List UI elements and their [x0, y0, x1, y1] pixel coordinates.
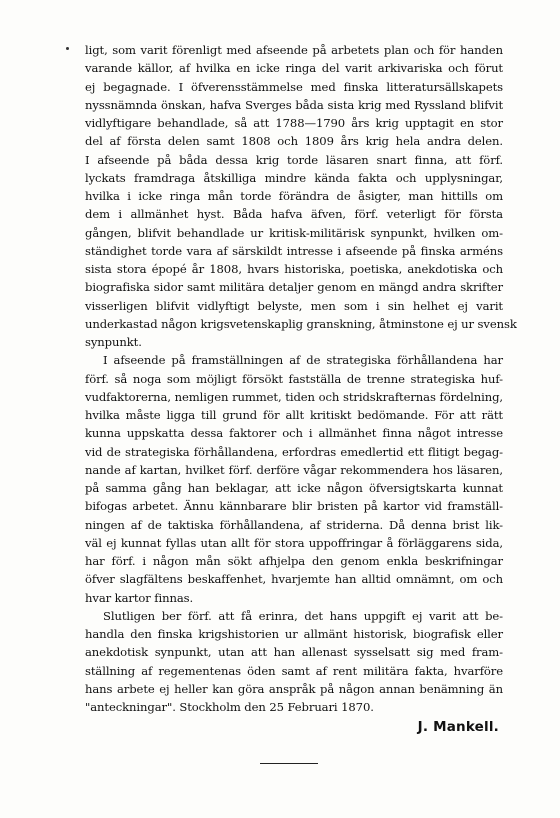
text-line: vidlyftigare behandlade, så att 1788—1790 års krig upptagit en stor [85, 116, 503, 130]
text-line: ningen af de taktiska förhållandena, af striderna. Då denna brist lik- [85, 517, 503, 532]
text-line: lyckats framdraga åtskilliga mindre kända fakta och upplysningar, [85, 170, 503, 185]
text-line-content: I afseende på framställningen af de strategiska förhållandena har [103, 353, 503, 368]
text-line: ej begagnade. I öfverensstämmelse med finska litteratursällskapets [85, 79, 503, 94]
text-line: vid de strategiska förhållandena, erfordras emedlertid ett flitigt begag- [85, 444, 503, 459]
text-line: ställning af regementenas öden samt af rent militära fakta, hvarföre [85, 663, 503, 678]
text-line: bifogas arbetet. Ännu kännbarare blir bristen på kartor vid framställ- [85, 499, 503, 514]
text-line: ligt, som varit förenligt med afseende på arbetets plan och för handen [85, 43, 503, 57]
text-line: anekdotisk synpunkt, utan att han allenast sysselsatt sig med fram- [85, 645, 503, 660]
text-line: dem i allmänhet hyst. Båda hafva äfven, förf. veterligt för första [85, 207, 503, 222]
text-line-content: Slutligen ber förf. att få erinra, det hans uppgift ej varit att be- [103, 608, 503, 623]
paragraph-2 [85, 351, 503, 607]
text-line: nyssnämnda önskan, hafva Sverges båda sista krig med Ryssland blifvit [85, 97, 503, 112]
text-line: öfver slagfältens beskaffenhet, hvarjemte han alltid omnämnt, om och [85, 572, 503, 587]
text-line [85, 351, 503, 369]
text-line: hvar kartor finnas. [85, 590, 194, 605]
text-line: hvilka måste ligga till grund för allt kritiskt bedömande. För att rätt [85, 408, 503, 422]
text-line: ständighet torde vara af särskildt intresse i afseende på finska arméns [85, 243, 503, 258]
text-line: underkastad någon krigsvetenskaplig granskning, åtminstone ej ur svensk [85, 316, 517, 331]
text-line: handla den finska krigshistorien ur allmänt historisk, biografisk eller [85, 627, 503, 641]
text-line: förf. så noga som möjligt försökt fastställa de trenne strategiska huf- [85, 371, 503, 386]
text-line [85, 607, 503, 625]
text-line: väl ej kunnat fyllas utan allt för stora uppoffringar å förläggarens sida, [85, 535, 503, 550]
text-line: varande källor, af hvilka en icke ringa del varit arkivariska och förut [85, 61, 503, 76]
text-line: biografiska sidor samt militära detaljer genom en mängd andra skrifter [85, 280, 503, 295]
text-line: sista stora épopé år 1808, hvars historiska, poetiska, anekdotiska och [85, 262, 503, 276]
text-line: har förf. i någon mån sökt afhjelpa den genom enkla beskrifningar [85, 554, 503, 568]
text-line: nande af kartan, hvilket förf. derföre vågar rekommendera hos läsaren, [85, 462, 503, 477]
text-line: hvilka i icke ringa mån torde förändra de åsigter, man hittills om [85, 189, 503, 203]
text-line: kunna uppskatta dessa faktorer och i allmänhet finna något intresse [85, 426, 503, 441]
text-line: "anteckningar". Stockholm den 25 Februari 1870. [85, 700, 374, 714]
text-line: synpunkt. [85, 335, 142, 349]
paragraph-3 [85, 607, 503, 717]
closing-rule [260, 763, 318, 764]
body-text [85, 41, 517, 740]
paragraph-1 [85, 41, 517, 351]
ink-speck [66, 47, 69, 50]
text-line: på samma gång han beklagar, att icke någon öfversigtskarta kunnat [85, 481, 503, 495]
signature-row [85, 718, 503, 740]
text-line: hans arbete ej heller kan göra anspråk på någon annan benämning än [85, 681, 503, 696]
author-signature: J. Mankell. [417, 719, 499, 736]
text-line: vudfaktorerna, nemligen rummet, tiden och stridskrafternas fördelning, [85, 389, 503, 404]
text-line: I afseende på båda dessa krig torde läsaren snart finna, att förf. [85, 152, 503, 167]
text-line: del af första delen samt 1808 och 1809 års krig hela andra delen. [85, 134, 503, 149]
text-line: gången, blifvit behandlade ur kritisk-militärisk synpunkt, hvilken om- [85, 225, 503, 240]
text-line: visserligen blifvit vidlyftigt belyste, men som i sin helhet ej varit [85, 298, 503, 313]
